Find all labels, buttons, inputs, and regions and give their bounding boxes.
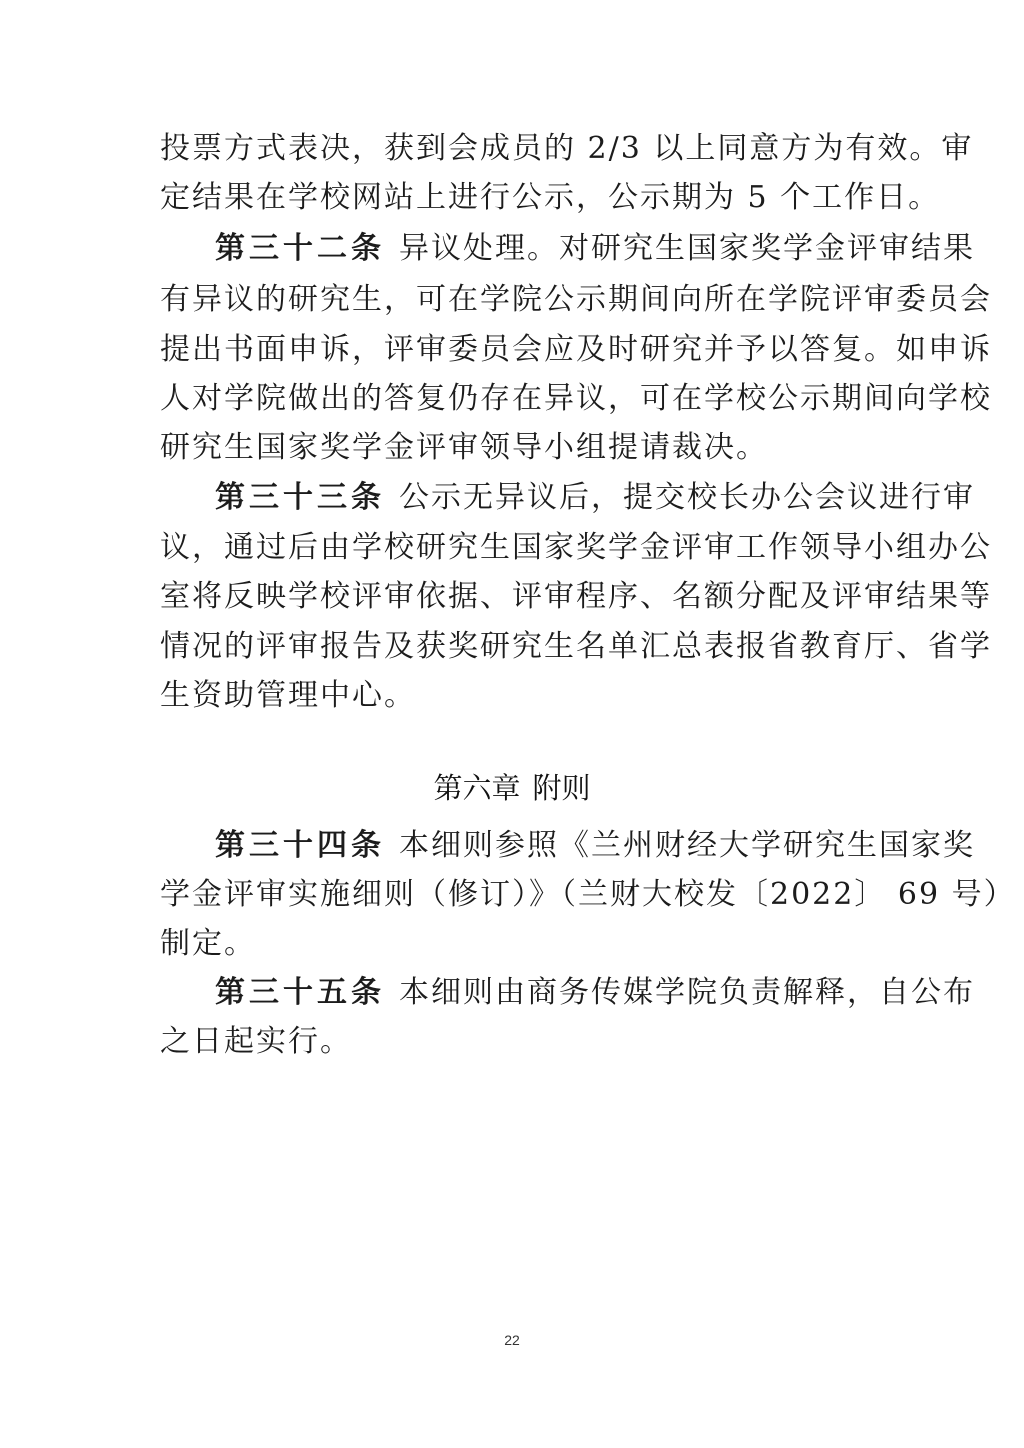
article-number: 第三十五条 [215,975,385,1010]
article-32-first-line [215,229,975,269]
article-33-first-line [215,478,975,518]
article-number: 第三十三条 [215,480,385,515]
paragraph-line: 生资助管理中心。 [160,678,416,713]
article-text: 异议处理。对研究生国家奖学金评审结果 [399,231,975,266]
paragraph-line: 室将反映学校评审依据、评审程序、名额分配及评审结果等 [160,579,992,614]
article-35-first-line [215,973,975,1013]
chapter-number: 第六章 [433,771,521,805]
paragraph-line: 提出书面申诉，评审委员会应及时研究并予以答复。如申诉 [160,332,992,367]
paragraph-line: 情况的评审报告及获奖研究生名单汇总表报省教育厅、省学 [160,629,992,664]
article-text: 本细则参照《兰州财经大学研究生国家奖 [399,828,975,863]
article-text: 公示无异议后，提交校长办公会议进行审 [399,480,975,515]
paragraph-line: 之日起实行。 [160,1024,352,1059]
paragraph-line: 研究生国家奖学金评审领导小组提请裁决。 [160,430,768,465]
paragraph-line: 定结果在学校网站上进行公示，公示期为 5 个工作日。 [160,180,941,215]
paragraph-line: 议，通过后由学校研究生国家奖学金评审工作领导小组办公 [160,530,992,565]
paragraph-line: 人对学院做出的答复仍存在异议，可在学校公示期间向学校 [160,381,992,416]
paragraph-line: 投票方式表决，获到会成员的 2/3 以上同意方为有效。审 [160,131,974,166]
article-34-first-line [215,826,975,866]
chapter-title: 附则 [532,771,591,805]
article-text: 本细则由商务传媒学院负责解释，自公布 [399,975,975,1010]
paragraph-line: 制定。 [160,926,256,961]
paragraph-line: 有异议的研究生，可在学院公示期间向所在学院评审委员会 [160,282,992,317]
page-number: 22 [504,1332,520,1348]
paragraph-line: 学金评审实施细则（修订）》（兰财大校发〔2022〕 69 号） [160,877,1016,912]
article-number: 第三十二条 [215,231,385,266]
article-number: 第三十四条 [215,828,385,863]
chapter-heading [0,768,1024,808]
